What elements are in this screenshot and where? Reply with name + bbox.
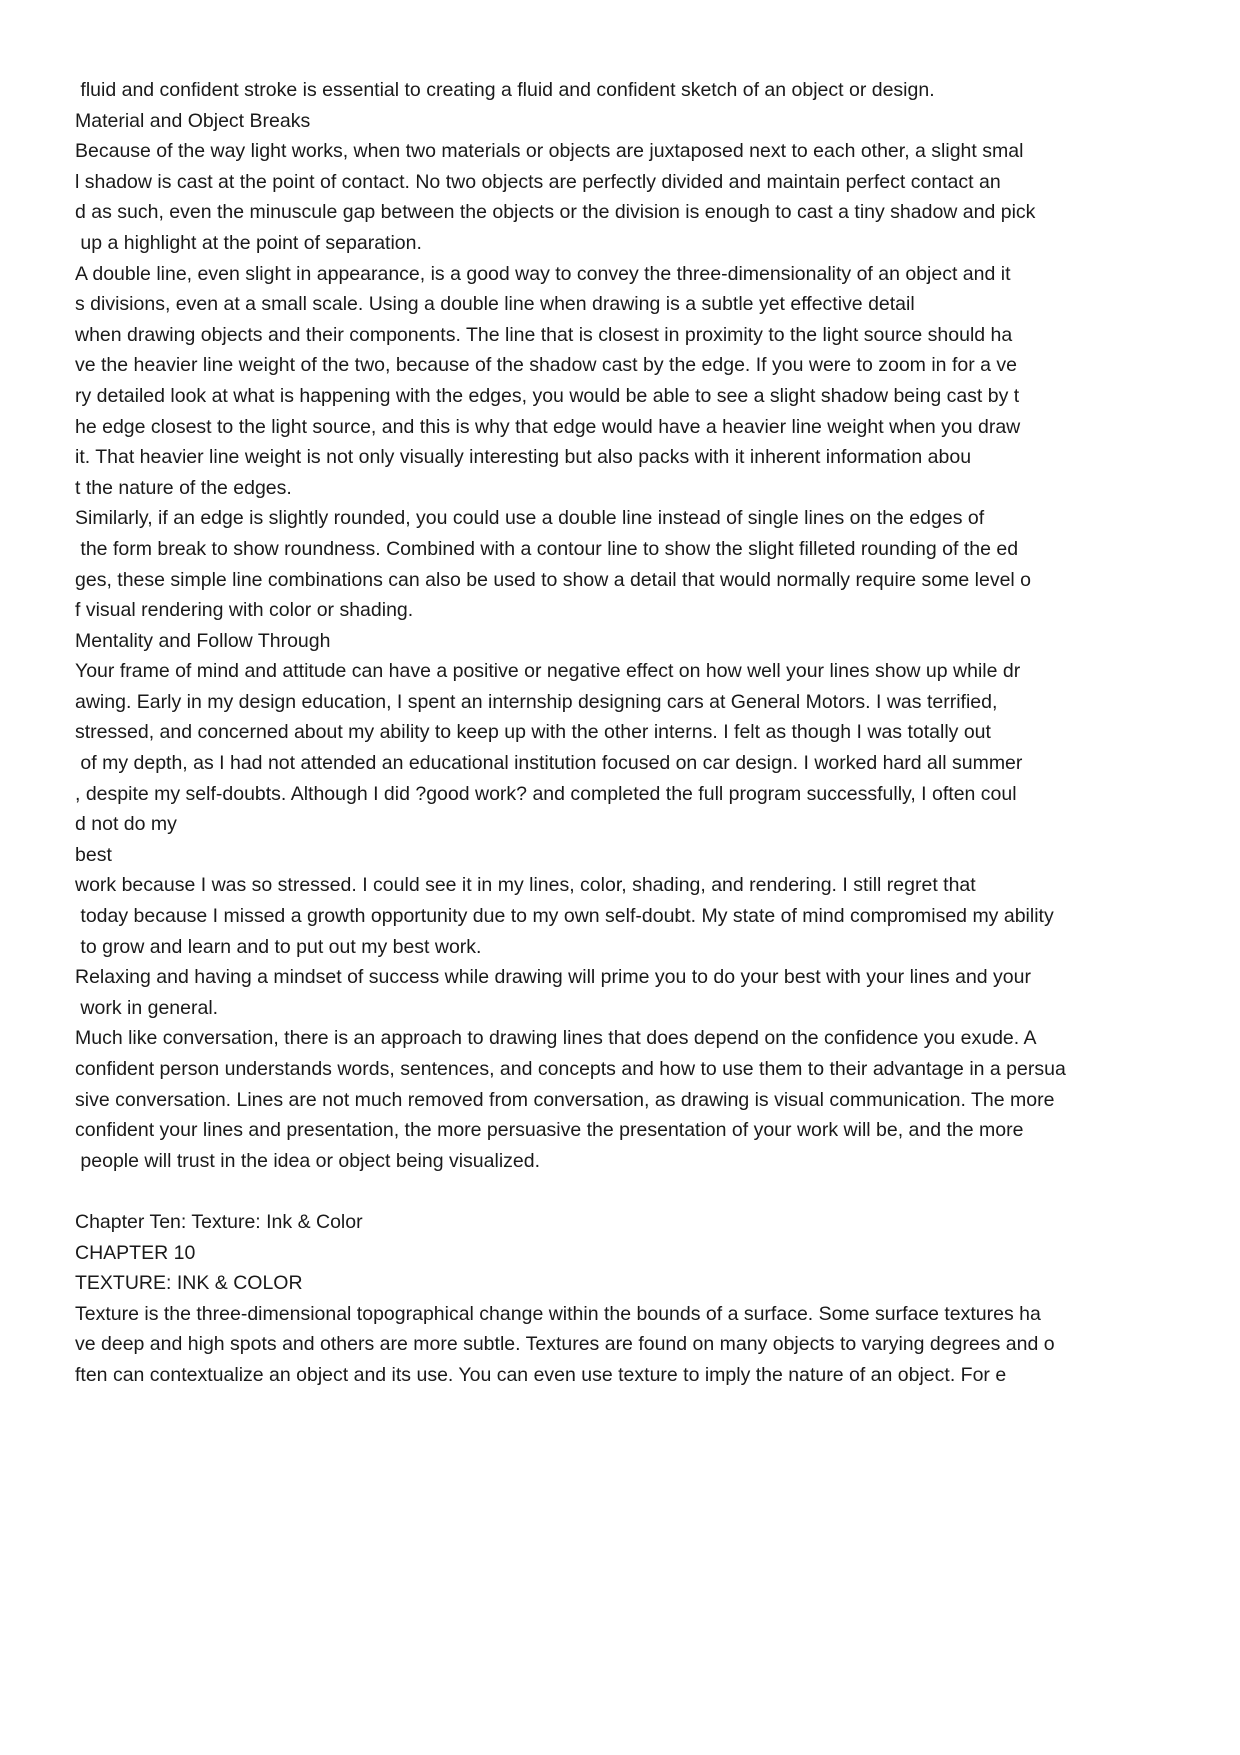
- text-line: he edge closest to the light source, and this is why that edge would have a heavier line weight when you draw: [75, 415, 1021, 438]
- text-line: d not do my: [75, 813, 177, 836]
- text-line: l shadow is cast at the point of contact. No two objects are perfectly divided and maintain perfect contact an: [75, 170, 1001, 193]
- blank-line: [75, 1176, 1195, 1207]
- text-line: Chapter Ten: Texture: Ink & Color: [75, 1210, 363, 1233]
- text-line: A double line, even slight in appearance, is a good way to convey the three-dimensionality of an object and it: [75, 262, 1011, 285]
- text-line: up a highlight at the point of separation.: [75, 231, 422, 254]
- text-line: TEXTURE: INK & COLOR: [75, 1272, 303, 1295]
- text-line: of my depth, as I had not attended an educational institution focused on car design. I worked hard all summer: [75, 752, 1023, 775]
- text-line: , despite my self-doubts. Although I did ?good work? and completed the full program successfully, I often coul: [75, 782, 1017, 805]
- text-line: to grow and learn and to put out my best work.: [75, 935, 482, 958]
- text-line: fluid and confident stroke is essential to creating a fluid and confident sketch of an object or design.: [75, 79, 935, 101]
- text-line: Your frame of mind and attitude can have a positive or negative effect on how well your lines show up while dr: [75, 660, 1021, 683]
- text-line: people will trust in the idea or object being visualized.: [75, 1149, 541, 1172]
- text-line: awing. Early in my design education, I spent an internship designing cars at General Motors. I was terrified,: [75, 690, 998, 713]
- text-line: ry detailed look at what is happening with the edges, you would be able to see a slight shadow being cast by t: [75, 384, 1020, 407]
- text-line: today because I missed a growth opportunity due to my own self-doubt. My state of mind compromised my ability: [75, 905, 1054, 928]
- text-line: stressed, and concerned about my ability to keep up with the other interns. I felt as though I was totally out: [75, 721, 991, 744]
- text-line: Relaxing and having a mindset of success while drawing will prime you to do your best with your lines and your: [75, 966, 1031, 989]
- text-line: s divisions, even at a small scale. Using a double line when drawing is a subtle yet effective detail: [75, 293, 915, 316]
- text-line: sive conversation. Lines are not much removed from conversation, as drawing is visual communication. The more: [75, 1088, 1055, 1111]
- text-line: work because I was so stressed. I could see it in my lines, color, shading, and rendering. I still regret that: [75, 874, 976, 897]
- text-line: ften can contextualize an object and its use. You can even use texture to imply the nature of an object. For e: [75, 1363, 1007, 1386]
- text-line: confident your lines and presentation, the more persuasive the presentation of your work will be, and the more: [75, 1119, 1024, 1142]
- text-line: CHAPTER 10: [75, 1241, 196, 1264]
- text-line: Similarly, if an edge is slightly rounded, you could use a double line instead of single lines on the edges of: [75, 507, 985, 530]
- text-line: t the nature of the edges.: [75, 476, 292, 499]
- text-line: Material and Object Breaks: [75, 109, 311, 132]
- text-line: work in general.: [75, 996, 219, 1019]
- text-line: Mentality and Follow Through: [75, 629, 331, 652]
- text-line: it. That heavier line weight is not only visually interesting but also packs with it inherent information abou: [75, 446, 972, 469]
- text-line: d as such, even the minuscule gap between the objects or the division is enough to cast a tiny shadow and pick: [75, 201, 1036, 224]
- text-line: Texture is the three-dimensional topographical change within the bounds of a surface. Some surface textures ha: [75, 1302, 1041, 1325]
- text-line: Much like conversation, there is an approach to drawing lines that does depend on the confidence you exude. A: [75, 1027, 1037, 1050]
- text-line: the form break to show roundness. Combined with a contour line to show the slight filleted rounding of the ed: [75, 537, 1019, 560]
- text-line: ve the heavier line weight of the two, because of the shadow cast by the edge. If you were to zoom in for a ve: [75, 354, 1017, 377]
- text-line: when drawing objects and their components. The line that is closest in proximity to the light source should ha: [75, 323, 1013, 346]
- body-text: [75, 75, 1195, 1391]
- text-line: confident person understands words, sentences, and concepts and how to use them to their advantage in a persua: [75, 1058, 1066, 1080]
- text-line: ges, these simple line combinations can also be used to show a detail that would normally require some level o: [75, 568, 1032, 591]
- text-line: best: [75, 843, 112, 866]
- text-line: Because of the way light works, when two materials or objects are juxtaposed next to each other, a slight smal: [75, 140, 1024, 163]
- text-line: ve deep and high spots and others are more subtle. Textures are found on many objects to varying degrees and o: [75, 1333, 1055, 1356]
- text-line: f visual rendering with color or shading.: [75, 599, 414, 622]
